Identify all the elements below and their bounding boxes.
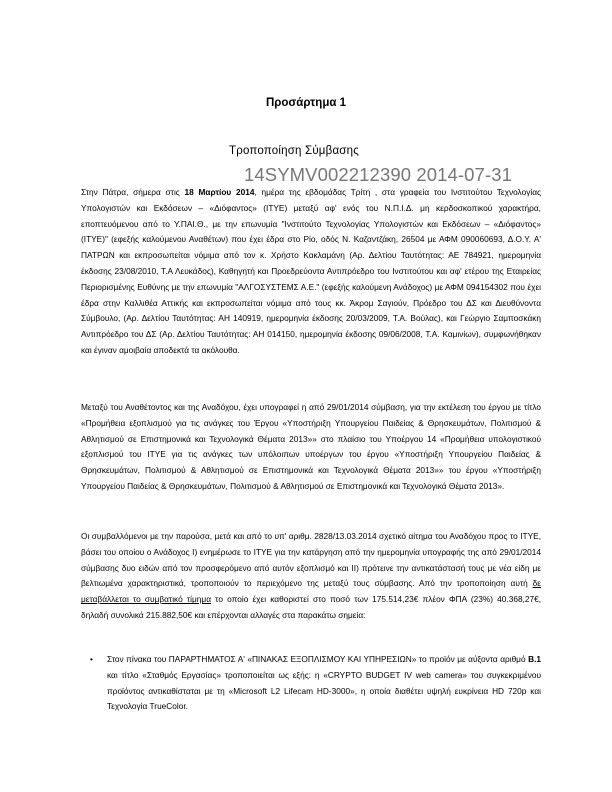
paragraph-contract: Μεταξύ του Αναθέτοντος και της Αναδόχου, έχει υπογραφεί η από 29/01/2014 σύμβαση, για την εκτέλεση του έργου με τίτλο «Προμήθεια εξοπλισμού για τις ανάγκες του Έργου «Υποστήριξη Υπουργείου Παιδείας & Θρησκευμάτων, Πολιτισμού & Αθλητισμού σε Επιστημονικά και Τεχνολογικά Θέματα 2013»» στο πλαίσιο του Υποέργου 14 «Προμήθεια υπολογιστικού εξοπλισμού του ΙΤΥΕ για τις ανάγκες των υπόλοιπων υποέργων του έργου «Υποστήριξη Υπουργείου Παιδείας & Θρησκευμάτων, Πολιτισμού & Αθλητισμού σε Επιστημονικά και Τεχνολογικά Θέματα 2013»» του έργου «Υποστήριξη Υπουργείου Παιδείας & Θρησκευμάτων, Πολιτισμού & Αθλητισμού σε Επιστημονικά και Τεχνολογικά Θέματα 2013».: [81, 402, 541, 491]
list-item-body: και τίτλο «Σταθμός Εργασίας» τροποποιείται ως εξής: η «CRYPTO BUDGET IV web camera» του συγκεκριμένου προϊόντος αντικαθίσταται με τη «Microsoft L2 Lifecam HD-3000», η οποία διαθέτει υψηλή ευκρίνεια HD 720p και Τεχνολογία TrueColor.: [107, 669, 541, 712]
bullet-icon: •: [90, 654, 93, 664]
paragraph-amendment-intro: Οι συμβαλλόμενοι με την παρούσα, μετά και από το υπ' αριθμ. 2828/13.03.2014 σχετικό αίτημα του Αναδόχου προς το ΙΤΥΕ, βάσει του οποίου ο Ανάδοχος Ι) ενημέρωσε το ΙΤΥΕ για την κατάργηση από την ημερομηνία υπογραφής της από 29/01/2014 σύμβασης δυο ειδών από τον προσφερόμενο από αυτόν εξοπλισμό και ΙΙ) πρότεινε την αντικατάστασή τους με νέα είδη με βελτιωμένα χαρακτηριστικά, τροποποιούν το περιεχόμενο της μεταξύ τους σύμβασης. Από την τροποποίηση αυτή: [81, 531, 541, 589]
paragraph-parties-body: , ημέρα της εβδομάδας Τρίτη , στα γραφεία του Ινστιτούτου Τεχνολογίας Υπολογιστών και Εκδόσεων – «Διόφαντος» (ΙΤΥΕ) μεταξύ αφ' ενός του Ν.Π.Ι.Δ. μη κερδοσκοπικού χαρακτήρα, εποπτευόμενου από το Υ.ΠΑΙ.Θ., με την επωνυμία "Ινστιτούτο Τεχνολογίας Υπολογιστών και Εκδόσεων – «Διόφαντος» (ΙΤΥΕ)" (εφεξής καλούμενου Αναθέτων) που έχει έδρα στο Ρίο, οδός Ν. Καζαντζάκη, 26504 με ΑΦΜ 090060693, Δ.Ο.Υ. Α' ΠΑΤΡΩΝ και εκπροσωπείται νόμιμα από τον κ. Χρήστο Κακλαμάνη (Αρ. Δελτίου Ταυτότητας: ΑΕ 784921, ημερομηνία έκδοσης 23/08/2010, Τ.Α Λευκάδος), Καθηγητή και Προεδρεύοντα Αντιπρόεδρο του Ινστιτούτου και αφ' ετέρου της Εταιρείας Περιορισμένης Ευθύνης με την επωνυμία "ΑΛΓΟΣΥΣΤΕΜΣ Α.Ε." (εφεξής καλούμενη Ανάδοχος) με ΑΦΜ 094154302 που έχει έδρα στην Καλλιθέα Αττικής και εκπροσωπείται νόμιμα από τους κκ. Άκρομ Σαγιούν, Πρόεδρο του ΔΣ και Διευθύνοντα Σύμβουλο, (Αρ. Δελτίου Ταυτότητας: ΑΗ 140919, ημερομηνία έκδοσης 20/03/2009, Τ.Α. Βούλας), και Γεώργιο Σαμποσκάκη Αντιπρόεδρο του ΔΣ (Αρ. Δελτίου Ταυτότητας: ΑΗ 014150, ημερομηνία έκδοσης 09/06/2008, Τ.Α. Καμινίων), συμφωνήθηκαν και έγιναν αμοιβαία αποδεκτά τα ακόλουθα.: [81, 187, 541, 355]
paragraph-amendment-body: το οποίο έχει καθοριστεί στο ποσό των 175.514,23€ πλέον ΦΠΑ (23%) 40.368,27€, δηλαδή συνολικά 215.882,50€ και επέρχονται αλλαγές στα παρακάτω σημεία:: [81, 594, 542, 620]
paragraph-parties-intro: Στην Πάτρα, σήμερα στις: [81, 187, 185, 197]
paragraph-amendment: [81, 529, 541, 624]
paragraph-parties: [81, 185, 541, 359]
list-item-intro: Στον πίνακα του ΠΑΡΑΡΤΗΜΑΤΟΣ Α' «ΠΙΝΑΚΑΣ ΕΞΟΠΛΙΣΜΟΥ ΚΑΙ ΥΠΗΡΕΣΙΩΝ» το προϊόν με αύξοντα αριθμό: [107, 654, 529, 664]
agreement-date: 18 Μαρτίου 2014: [184, 187, 255, 197]
changes-list: [81, 652, 541, 715]
registry-stamp: 14SYMV002212390 2014-07-31: [244, 164, 512, 185]
list-item: [81, 652, 541, 715]
price-unchanged-note: δε μεταβάλλεται το συμβατικό τίμημα: [81, 578, 541, 605]
annex-title: Προσάρτημα 1: [265, 97, 347, 109]
item-number: Β.1: [528, 654, 541, 664]
section-title: Τροποποίηση Σύμβασης: [229, 145, 359, 157]
